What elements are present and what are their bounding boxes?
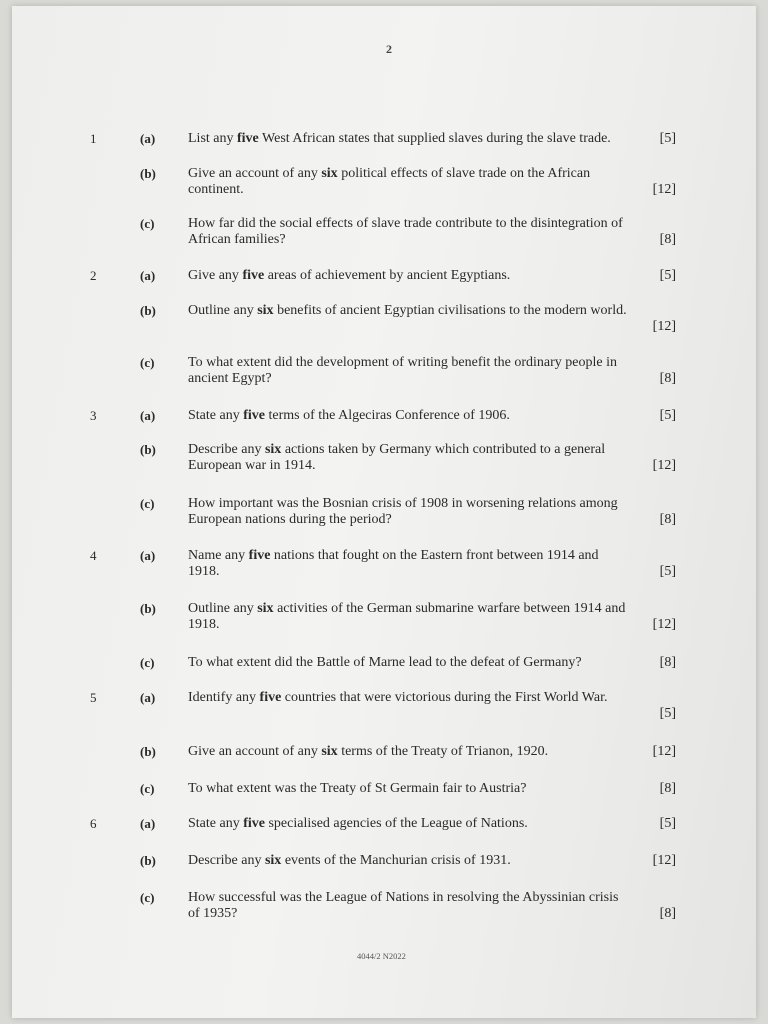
marks-allocation: [12] xyxy=(652,319,676,334)
part-letter: (b) xyxy=(140,744,156,759)
part-letter: (a) xyxy=(140,268,156,283)
exam-page xyxy=(12,6,756,1018)
marks-allocation: [8] xyxy=(659,232,676,247)
question-keyword: five xyxy=(242,268,265,283)
part-letter: (b) xyxy=(140,601,156,616)
question-text: How successful was the League of Nations in resolving the Abyssinian crisis of 1935? xyxy=(188,890,619,921)
page-number: 2 xyxy=(386,42,392,56)
question-text: Outline any six benefits of ancient Egyptian civilisations to the modern world. xyxy=(188,303,627,318)
part-letter: (a) xyxy=(140,816,156,831)
marks-allocation: [5] xyxy=(659,816,676,831)
part-letter: (c) xyxy=(140,655,155,670)
question-keyword: six xyxy=(257,303,274,318)
question-text: Give an account of any six political effects of slave trade on the African continent. xyxy=(188,166,591,197)
marks-allocation: [8] xyxy=(659,371,676,386)
question-text: How important was the Bosnian crisis of 1908 in worsening relations among European nations during the period? xyxy=(188,496,618,527)
question-keyword: six xyxy=(264,442,282,457)
marks-allocation: [12] xyxy=(652,853,676,868)
marks-allocation: [12] xyxy=(652,458,676,473)
question-keyword: five xyxy=(237,131,259,146)
question-number: 4 xyxy=(90,548,97,563)
question-text: How far did the social effects of slave trade contribute to the disintegration of African families? xyxy=(188,216,623,247)
part-letter: (a) xyxy=(140,131,156,146)
part-letter: (a) xyxy=(140,408,156,423)
part-letter: (b) xyxy=(140,303,156,318)
marks-allocation: [8] xyxy=(659,906,676,921)
part-letter: (c) xyxy=(140,781,155,796)
part-letter: (a) xyxy=(140,548,156,563)
question-keyword: five xyxy=(243,408,265,423)
question-number: 1 xyxy=(90,131,97,146)
marks-allocation: [8] xyxy=(659,655,676,670)
question-text: To what extent did the development of writing benefit the ordinary people in ancient Egypt? xyxy=(188,355,618,386)
question-text: List any five West African states that supplied slaves during the slave trade. xyxy=(188,131,611,146)
question-keyword: five xyxy=(248,548,271,563)
question-text: State any five terms of the Algeciras Conference of 1906. xyxy=(188,408,510,423)
question-keyword: six xyxy=(257,601,274,616)
marks-allocation: [8] xyxy=(659,781,676,796)
question-text: Describe any six events of the Manchurian crisis of 1931. xyxy=(188,853,511,868)
marks-allocation: [12] xyxy=(652,182,676,197)
marks-allocation: [12] xyxy=(652,744,676,759)
marks-allocation: [5] xyxy=(659,268,676,283)
part-letter: (b) xyxy=(140,166,156,181)
question-keyword: five xyxy=(259,690,282,705)
marks-allocation: [8] xyxy=(659,512,676,527)
marks-allocation: [12] xyxy=(652,617,676,632)
question-text: State any five specialised agencies of the League of Nations. xyxy=(188,816,528,831)
part-letter: (c) xyxy=(140,496,155,511)
question-number: 2 xyxy=(90,268,97,283)
question-keyword: six xyxy=(264,853,282,868)
part-letter: (b) xyxy=(140,442,156,457)
question-text: Name any five nations that fought on the Eastern front between 1914 and 1918. xyxy=(188,548,599,579)
part-letter: (c) xyxy=(140,890,155,905)
question-text: Identify any five countries that were victorious during the First World War. xyxy=(188,690,608,705)
marks-allocation: [5] xyxy=(659,706,676,721)
marks-allocation: [5] xyxy=(659,131,676,146)
marks-allocation: [5] xyxy=(659,408,676,423)
question-text: To what extent was the Treaty of St Germain fair to Austria? xyxy=(188,781,527,796)
part-letter: (b) xyxy=(140,853,156,868)
question-text: Give an account of any six terms of the Treaty of Trianon, 1920. xyxy=(188,744,549,759)
paper-code: 4044/2 N2022 xyxy=(357,951,406,961)
question-keyword: six xyxy=(321,166,338,181)
question-text: Describe any six actions taken by Germany which contributed to a general European war in 1914. xyxy=(188,442,606,473)
question-number: 5 xyxy=(90,690,97,705)
question-text: Outline any six activities of the German submarine warfare between 1914 and 1918. xyxy=(188,601,626,632)
question-keyword: five xyxy=(243,816,265,831)
question-text: Give any five areas of achievement by ancient Egyptians. xyxy=(188,268,511,283)
question-keyword: six xyxy=(321,744,338,759)
part-letter: (a) xyxy=(140,690,156,705)
question-number: 6 xyxy=(90,816,97,831)
part-letter: (c) xyxy=(140,216,155,231)
question-text: To what extent did the Battle of Marne lead to the defeat of Germany? xyxy=(188,655,582,670)
marks-allocation: [5] xyxy=(659,564,676,579)
question-number: 3 xyxy=(90,408,97,423)
part-letter: (c) xyxy=(140,355,155,370)
